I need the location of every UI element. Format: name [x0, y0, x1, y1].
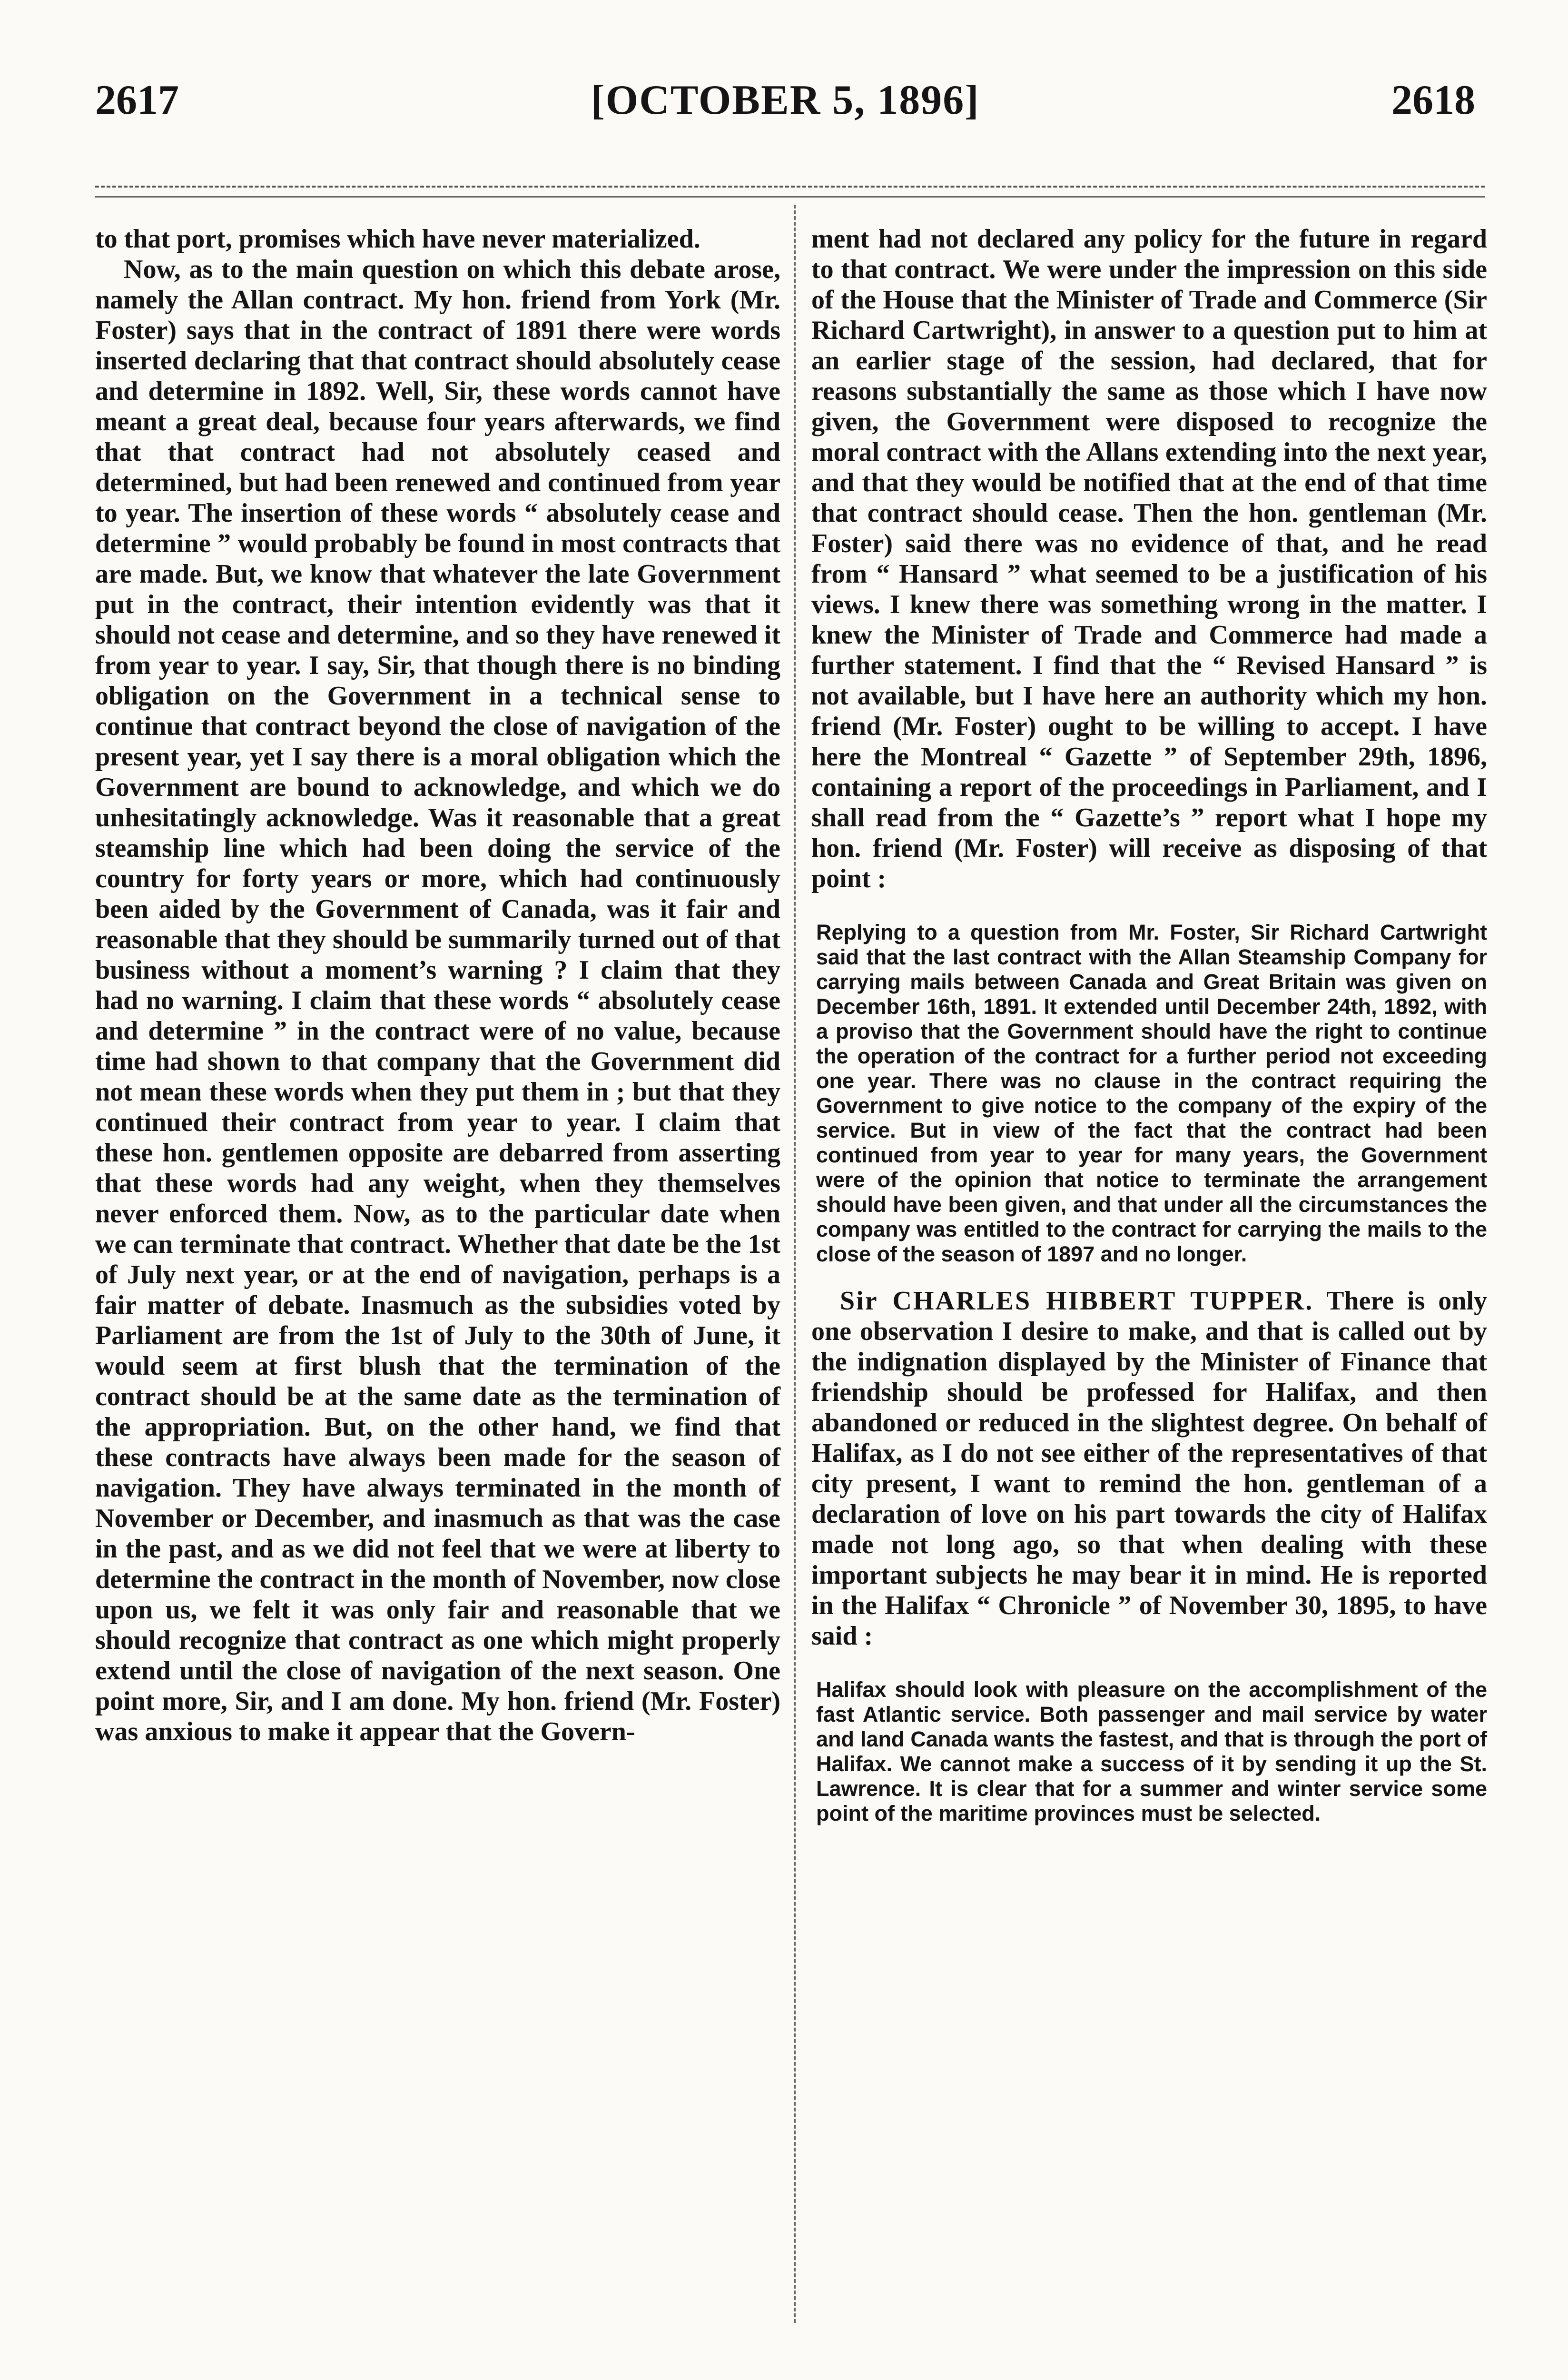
left-paragraph-1: to that port, promises which have never materialized.: [95, 224, 700, 254]
quote-chronicle: Halifax should look with pleasure on the accomplishment of the fast Atlantic service. Both passenger and mail service by water and land Canada wants the fastest, and that is through the port of Halifax. We cannot make a success of it by sending it up the St. Lawrence. It is clear that for a summer and winter service some point of the maritime provinces must be selected.: [816, 1677, 1487, 1825]
right-column: [811, 224, 1487, 1845]
page-header: [95, 76, 1475, 138]
page-number-left: 2617: [95, 77, 179, 123]
column-divider: [794, 205, 796, 2323]
quote-gazette: Replying to a question from Mr. Foster, Sir Richard Cartwright said that the last contract with the Allan Steamship Company for carrying mails between Canada and Great Britain was given on December 16th, 1891. It extended until December 24th, 1892, with a proviso that the Government should have the right to continue the operation of the contract for a further period not exceeding one year. There was no clause in the contract requiring the Government to give notice to the company of the expiry of the service. But in view of the fact that the contract had been continued from year to year for many years, the Government were of the opinion that notice to terminate the arrangement should have been given, and that under all the circumstances the company was entitled to the contract for carrying the mails to the close of the season of 1897 and no longer.: [816, 920, 1487, 1266]
header-rule-lower: [95, 196, 1485, 198]
speech-text: There is only one observation I desire to make, and that is called out by the indignation displayed by the Minister of Finance that friendship should be professed for Halifax, and then abandoned or reduced in the slightest degree. On behalf of Halifax, as I do not see either of the representatives of that city present, I want to remind the hon. gentleman of a declaration of love on his part towards the city of Halifax made not long ago, so that when dealing with these important subjects he may bear it in mind. He is reported in the Halifax “ Chronicle ” of November 30, 1895, to have said :: [811, 1286, 1487, 1651]
left-column: [95, 224, 780, 1747]
header-rule: [95, 186, 1485, 188]
speaker-name: Sir CHARLES HIBBERT TUPPER.: [840, 1286, 1314, 1316]
left-paragraph-2: Now, as to the main question on which this debate arose, namely the Allan contract. My hon. friend from York (Mr. Foster) says that in the contract of 1891 there were words inserted declaring that that contract should absolutely cease and determine in 1892. Well, Sir, these words cannot have meant a great deal, because four years afterwards, we find that that contract had not absolutely ceased and determined, but had been renewed and continued from year to year. The insertion of these words “ absolutely cease and determine ” would probably be found in most contracts that are made. But, we know that whatever the late Government put in the contract, their intention evidently was that it should not cease and determine, and so they have renewed it from year to year. I say, Sir, that though there is no binding obligation on the Government in a technical sense to continue that contract beyond the close of navigation of the present year, yet I say there is a moral obligation which the Government are bound to acknowledge, and which we do unhesitatingly acknowledge. Was it reasonable that a great steamship line which had been doing the service of the country for forty years or more, which had continuously been aided by the Government of Canada, was it fair and reasonable that they should be summarily turned out of that business without a moment’s warning ? I claim that they had no warning. I claim that these words “ absolutely cease and determine ” in the contract were of no value, because time had shown to that company that the Government did not mean these words when they put them in ; but that they continued their contract from year to year. I claim that these hon. gentlemen opposite are debarred from asserting that these words had any weight, when they themselves never enforced them. Now, as to the particular date when we can terminate that contract. Whether that date be the 1st of July next year, or at the end of navigation, perhaps is a fair matter of debate. Inasmuch as the subsidies voted by Parliament are from the 1st of July to the 30th of June, it would seem at first blush that the termination of the contract should be at the same date as the termination of the appropriation. But, on the other hand, we find that these contracts have always been made for the season of navigation. They have always terminated in the month of November or December, and inasmuch as that was the case in the past, and as we did not feel that we were at liberty to determine the contract in the month of November, now close upon us, we felt it was only fair and reasonable that we should recognize that contract as one which might properly extend until the close of navigation of the next season. One point more, Sir, and I am done. My hon. friend (Mr. Foster) was anxious to make it appear that the Govern-: [95, 255, 780, 1746]
speech-tupper: [811, 1286, 1487, 1651]
page-number-right: 2618: [1391, 77, 1475, 123]
right-paragraph-1: ment had not declared any policy for the future in regard to that contract. We were under the impression on this side of the House that the Minister of Trade and Commerce (Sir Richard Cartwright), in answer to a question put to him at an earlier stage of the session, had declared, that for reasons substantially the same as those which I have now given, the Government were disposed to recognize the moral contract with the Allans extending into the next year, and that they would be notified that at the end of that time that contract should cease. Then the hon. gentleman (Mr. Foster) said there was no evidence of that, and he read from “ Hansard ” what seemed to be a justification of his views. I knew there was something wrong in the matter. I knew the Minister of Trade and Commerce had made a further statement. I find that the “ Revised Hansard ” is not available, but I have here an authority which my hon. friend (Mr. Foster) ought to be willing to accept. I have here the Montreal “ Gazette ” of September 29th, 1896, containing a report of the proceedings in Parliament, and I shall read from the “ Gazette’s ” report what I hope my hon. friend (Mr. Foster) will receive as disposing of that point :: [811, 224, 1487, 893]
page-date: [OCTOBER 5, 1896]: [591, 77, 980, 123]
